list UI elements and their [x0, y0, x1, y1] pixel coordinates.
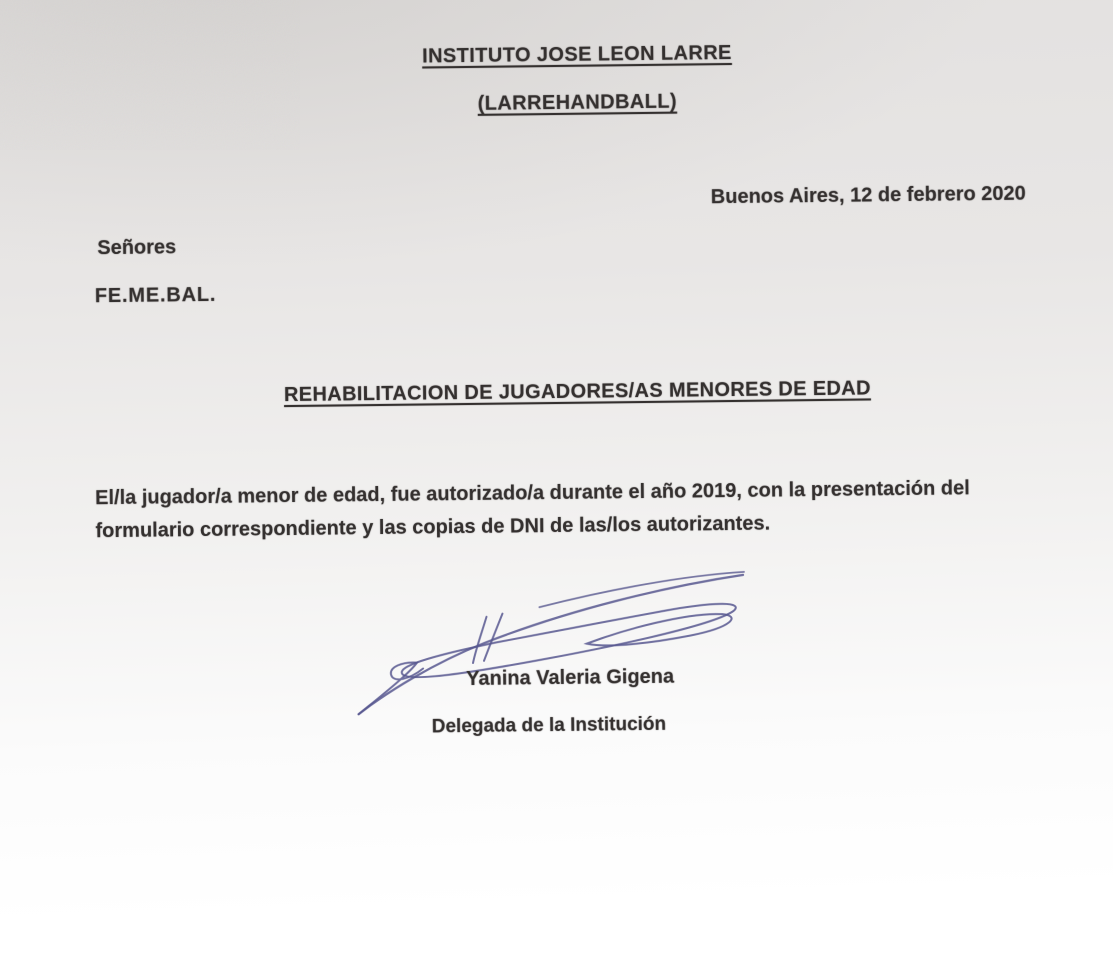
letter-subject-heading: REHABILITACION DE JUGADORES/AS MENORES DE EDAD: [283, 377, 871, 407]
body-line-1: El/la jugador/a menor de edad, fue autorizado/a durante el año 2019, con la presentación del: [95, 477, 970, 510]
signature-stroke: [539, 572, 744, 607]
signature-stroke: [358, 662, 424, 714]
signature-role: Delegada de la Institución: [431, 713, 667, 738]
recipient-salutation: Señores: [97, 236, 177, 260]
letter-club-subtitle: (LARREHANDBALL): [477, 90, 678, 115]
letter-date-line: Buenos Aires, 12 de febrero 2020: [710, 182, 1026, 209]
handwritten-signature: [334, 566, 760, 729]
letter-institution-title: INSTITUTO JOSE LEON LARRE: [422, 41, 732, 68]
signature-stroke: [586, 614, 731, 646]
body-line-2: formulario correspondiente y las copias de DNI de las/los autorizantes.: [95, 512, 771, 543]
recipient-organization: FE.ME.BAL.: [94, 283, 217, 308]
signature-stroke: [357, 575, 745, 714]
letter-body-paragraph: [95, 472, 970, 548]
signature-name: Yanina Valeria Gigena: [466, 665, 675, 691]
